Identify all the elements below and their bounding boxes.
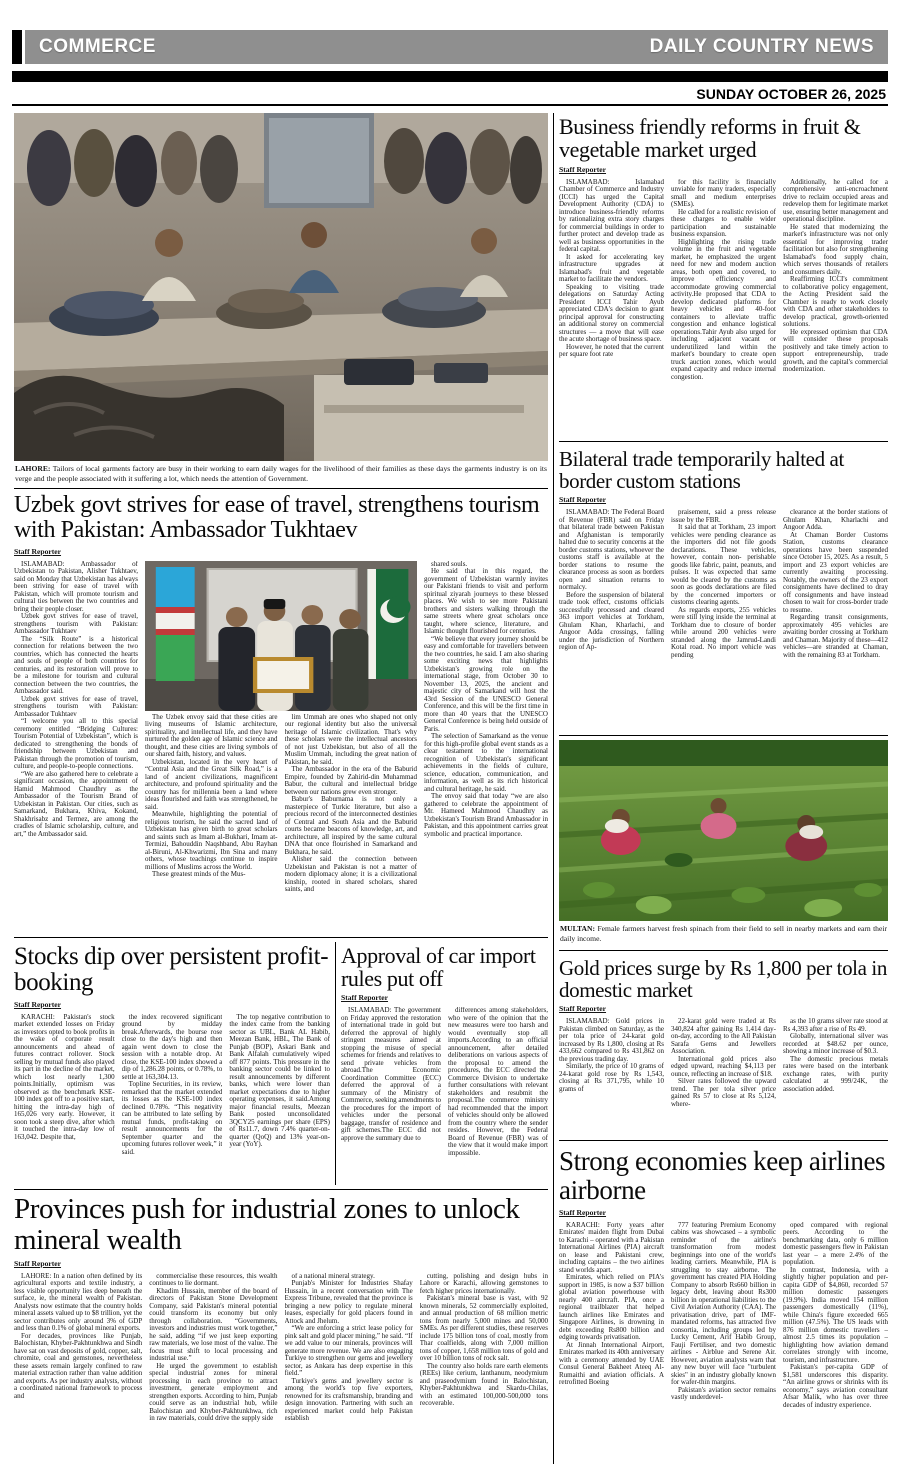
uzbek-column-2: The Uzbek envoy said that these cities are living museums of Islamic architecture, spirituality, and intellectual life, and they have nurtured the golden age of Islamic science and thought, and these cities are living symbols of our shared faith, history, and values. Uzbekistan, located in the very heart of “Central Asia and the Great Silk Road,” is a land of ancient civilizations, magnificent architecture, and profound spirituality and the country has for millennia been a land where ideas flourished and faith was strengthened, he said. Meanwhile, highlighting the potential of religious tourism, he said the sacred land of Uzbekistan has given birth to great scholars and saints such as Imam al-Bukhari, Imam at-Termizi, Bahouddin Naqshband, Abu Rayhan al-Biruni, Al-Khwarizmi, Ibn Sina and many others, whose teachings continue to inspire millions of Muslims across the World. These greatest minds of the Mus-: [145, 713, 278, 879]
gold-column-2: 22-karat gold were traded at Rs 340,824 after gaining Rs 1,414 day-on-day, according to the All Pakistan Sarafa Gems and Jewellers Association. International gold prices also edged upward, reaching $4,113 per ounce, reflecting an increase of $18. Silver rates followed the upward trend. The per tola silver price gained Rs 57 to close at Rs 5,124, where-: [671, 1018, 776, 1108]
bilateral-column-1: ISLAMABAD: The Federal Board of Revenue (FBR) said on Friday that bilateral trade between Pakistan and Afghanistan is temporarily halted due to security concerns at the border customs stations, whoever the customs staff is available at the border stations to resume the clearance process as soon as borders open and situation returns to normalcy. Before the suspension of bilateral trade took effect, customs officials successfully processed and cleared 363 import vehicles at Torkham, Ghulam Khan, Kharlachi, and Angoor Adda crossings, falling under the jurisdiction of Northern region of Ap-: [559, 509, 664, 652]
business-column-3: Additionally, he called for a comprehensive anti-encroachment drive to reclaim occupied areas and redevelop them for legitimate market use, ensuring better management and operational discipline. He stated that modernizing the market's infrastructure was not only essential for improving trader facilitation but also for strengthening Islamabad's food supply chain, which serves thousands of retailers and consumers daily. Reaffirming ICCI's commitment to collaborative policy engagement, the Acting President said the Chamber is ready to work closely with CDA and other stakeholders to develop practical, growth-oriented solutions. He expressed optimism that CDA will consider these proposals positively and take timely action to support entrepreneurship, trade growth, and the capital's commercial modernization.: [783, 178, 888, 374]
right-region: [559, 113, 888, 1464]
mineral-column-1: LAHORE: In a nation often defined by its agricultural exports and textile industry, a less visible opportunity lies deep beneath the surface, ie, the mineral wealth of Pakistan. Analysts now estimate that the country holds mineral assets valued up to $8 trillion, yet the sector contributes only around 3% of GDP and less than 0.1% of global mineral exports. For decades, provinces like Punjab, Balochistan, Khyber-Pakhtunkhwa and Sindh have sat on vast deposits of gold, copper, salt, chromite, coal and gemstones, nevertheless these assets remain largely confined to raw material extraction rather than value addition and exports. As per industry analysts, without a coordinated national framework to process and: [14, 1272, 143, 1400]
stocks-byline: Staff Reporter: [14, 999, 62, 1009]
section-rule: [559, 735, 888, 736]
article-gold-prices: [559, 955, 888, 1137]
business-headline: Business friendly reforms in fruit & vegetable market urged: [559, 114, 861, 163]
ceremony-photo: [145, 561, 417, 711]
airlines-column-2: 777 featuring Premium Economy cabins was showcased – a symbolic reminder of the airline's transformation from modest beginnings into one of the world's leading carriers. Meanwhile, PIA is struggling to stay airborne. The government has created PIA Holding Company to absorb Rs660 billion in legacy debt, leaving about Rs300 billion in operational liabilities to the Civil Aviation Authority (CAA). The privatisation drive, part of IMF-mandated reforms, has attracted five consortia, including groups led by Lucky Cement, Arif Habib Group, Fauji Fertiliser, and two domestic airlines - Airblue and Serene Air. However, aviation analysts warn that any new buyer will face "turbulent skies" in an industry globally known for wafer-thin margins. Pakistan's aviation sector remains vastly underdevel-: [671, 1221, 776, 1402]
masthead: [12, 30, 888, 106]
mineral-wealth-headline: Provinces push for industrial zones to unlock mineral wealth: [14, 1193, 520, 1256]
section-rule: [14, 937, 548, 938]
garment-photo-caption: [15, 464, 547, 484]
mineral-wealth-byline: Staff Reporter: [14, 1258, 62, 1268]
section-label: COMMERCE: [39, 36, 156, 57]
edition-date: SUNDAY OCTOBER 26, 2025: [696, 86, 886, 102]
stocks-column-1: KARACHI: Pakistan's stock market extended losses on Friday as investors opted to book profits in the wake of corporate result announcements and ahead of futures contract rollover. Stock selling by mutual funds also played its part in the decline of the market, which lost nearly 1,300 points.Initially, optimism was observed as the benchmark KSE-100 index got off to a positive start, hitting the intra-day high of 165,026 very early. However, it soon took a steep dive, after which it touched the intra-day low of 163,042. Despite that,: [14, 1013, 115, 1141]
article-bilateral-trade: [559, 446, 888, 732]
masthead-bar: [25, 30, 888, 64]
article-uzbek-tourism: [14, 493, 548, 933]
left-region: [14, 113, 548, 1464]
section-rule: [559, 950, 888, 951]
paper-title: DAILY COUNTRY NEWS: [649, 36, 874, 57]
business-column-1: ISLAMABAD: Islamabad Chamber of Commerce and Industry (ICCI) has urged the Capital Development Authority (CDA) to introduce business-friendly reforms by rationalizing extra story charges for commercial buildings in order to further protect and develop trade as well as business opportunities in the federal capital. It asked for accelerating key infrastructure upgrades at Islamabad's fruit and vegetable market to facilitate the vendors. Speaking to visiting trade delegations on Saturday Acting President ICCI Tahir Ayub appreciated CDA's decision to grant principal approval for constructing an additional storey on commercial structures — a move that will ease the acute shortage of business space. However, he noted that the current per square foot rate: [559, 178, 664, 359]
stocks-column-2: the index recovered significant ground by midday break.Afterwards, the bourse rose close to the day's high and then again went down to close the session with a notable drop. At close, the KSE-100 index showed a dip of 1,286.28 points, or 0.78%, to settle at 163,304.13. Topline Securities, in its review, remarked that the market extended its losses as the KSE-100 index declined 0.78%. “This negativity can be attributed to late selling by mutual funds, profit-taking on result announcements for the September quarter and the upcoming futures rollover week,” it said.: [121, 1013, 223, 1156]
bilateral-column-3: clearance at the border stations of Ghulam Khan, Kharlachi and Angoor Adda. At Chaman Border Customs Station, customs clearance operations have been suspended since October 15, 2025. As a result, 5 import and 23 export vehicles are currently awaiting processing. Notably, the owners of the 23 export consignments have declined to dray off consignments and have instead chosen to wait for cross-border trade to resume. Regarding transit consignments, approximately 495 vehicles are awaiting border crossing at Torkham and Chaman. Majority of these—412 vehicles—are stranded at Chaman, with the remaining 83 at Torkham.: [783, 509, 888, 659]
bilateral-headline: Bilateral trade temporarily halted at border custom stations: [559, 446, 844, 493]
masthead-black-bar: [12, 71, 888, 82]
masthead-rule: [12, 104, 888, 106]
garment-factory-photo: [14, 113, 548, 461]
gold-headline: Gold prices surge by Rs 1,800 per tola in domestic market: [559, 955, 887, 1003]
uzbek-column-3: lim Ummah are ones who shaped not only our regional identity but also the universal heritage of Islamic civilization. That's why these scholars were the intellectual ancestors of not just Uzbekistan, but also of all the Muslim Ummah, including the great nation of Pakistan, he said. The Ambassador in the era of the Baburid Empire, founded by Zahirid-din Muhammad Babur, the cultural and intellectual bridge between our nations grew even stronger. Babur's Baburnama is not only a masterpiece of Turkic literature, but also a precious record of the interconnected destinies of Central and South Asia and the Baburid courts became beacons of knowledge, art, and architecture, all inspired by the same cultural DNA that once flourished in Samarkand and Bukhara, he said. Alisher said the connection between Uzbekistan and Pakistan is not a matter of modern diplomacy alone; it is a civilizational kinship, rooted in shared scholars, shared saints, and: [284, 713, 417, 894]
car-import-column-1: ISLAMABAD: The government on Friday approved the restoration of international trade in gold but deferred the approval of highly stringent measures aimed at stopping the misuse of special schemes for friends and relatives to send private vehicles from abroad.The Economic Coordination Committee (ECC) deferred the approval of a summary of the Ministry of Commerce, seeking amendments to the procedures for the import of vehicles under the personal baggage, transfer of residence and gift schemes.The ECC did not approve the summary due to: [341, 1007, 441, 1142]
airlines-headline: Strong economies keep airlines airborne: [559, 1146, 886, 1205]
spinach-harvest-figure: [559, 740, 888, 946]
spinach-harvest-photo: [559, 740, 888, 921]
airlines-byline: Staff Reporter: [559, 1207, 607, 1217]
gold-column-1: ISLAMABAD: Gold prices in Pakistan climbed on Saturday, as the per tola price of 24-karat gold increased by Rs 1,800, closing at Rs 433,662 compared to Rs 431,862 on the previous trading day. Similarly, the price of 10 grams of 24-karat gold rose by Rs 1,543, closing at Rs 371,795, while 10 grams of: [559, 1018, 664, 1093]
airlines-column-3: oped compared with regional peers. According to the benchmarking data, only 6 million domestic passengers flew in Pakistan last year – a mere 2.4% of the population. In contrast, Indonesia, with a slightly higher population and per-capita GDP of $4,860, recorded 57 million domestic passengers (19.9%). India moved 154 million passengers domestically (11%), while China's figure exceeded 665 million (47.5%). The US leads with 876 million domestic travellers – almost 2.5 times its population – highlighting how aviation demand correlates strongly with income, tourism, and infrastructure. Pakistan's per-capita GDP of $1,581 underscores this disparity. “An airline grows or shrinks with its economy,” says aviation consultant Afsar Malik, who has over three decades of industry experience.: [783, 1221, 888, 1409]
gold-byline: Staff Reporter: [559, 1004, 607, 1014]
spinach-photo-caption: [560, 924, 887, 944]
car-import-column-2: differences among stakeholders, who were of the opinion that the new measures were too harsh and would eventually stop all imports.According to an official announcement, after detailed deliberations on various aspects of the proposal to amend the procedures, the ECC directed the Commerce Division to undertake further consultations with relevant stakeholders and resubmit the proposal.The commerce ministry had recommended that the import of vehicles should only be allowed from the country where the sender resides. However, the Federal Board of Revenue (FBR) was of the view that it would make import impossible.: [448, 1007, 548, 1157]
bilateral-column-2: praisement, said a press release issue by the FBR. It said that at Torkham, 23 import vehicles were pending clearance as the importers did not file goods declarations. These vehicles, however, contain non- perishable goods like fabric, paint, peanuts, and pulses. It was expected that same would be cleared by the customs as soon as goods declarations are filed by the concerned importers or customs clearing agents. As regards exports, 255 vehicles were still lying inside the terminal at Torkham due to closure of border while around 200 vehicles were stranded along the Jamrud-Landi Kotal road. No import vehicle was pending: [671, 509, 776, 659]
mineral-column-4: cutting, polishing and design hubs in Lahore or Karachi, allowing gemstones to fetch higher prices internationally. Pakistan's mineral base is vast, with 92 known minerals, 52 commercially exploited, and annual production of 68 million metric tons from nearly 5,000 mines and 50,000 SMEs. As per different studies, these reserves include 175 billion tons of coal, mostly from Thar coalfields, along with 7,000 million tons of copper, 1,658 million tons of gold and over 10 billion tons of rock salt. The country also holds rare earth elements (REEs) like cerium, lanthanum, neodymium and praseodymium found in Balochistan, Khyber-Pakhtunkhwa and Skardu-Chilas, with an estimated 100,000-500,000 tons recoverable.: [419, 1272, 548, 1408]
business-byline: Staff Reporter: [559, 164, 607, 174]
bottom-row: [14, 942, 548, 1186]
stocks-column-3: The top negative contribution to the index came from the banking sector as UBL, Bank AL Habib, Meezan Bank, HBL, The Bank of Punjab (BOP), Askari Bank and Bank Alfalah cumulatively wiped off 877 points. This pressure in the banking sector could be linked to result announcements by different banks, which were lower than market expectations due to higher operating expenses, it said.Among major financial results, Meezan Bank posted unconsolidated 3QCY25 earnings per share (EPS) of Rs11.7, down 7.4% quarter-on-quarter (QoQ) and 13% year-on-year (YoY).: [229, 1013, 330, 1149]
main-column-divider: [553, 113, 554, 1464]
section-rule: [14, 488, 548, 489]
business-column-2: for this facility is financially unviable for many traders, especially small and medium enterprises (SMEs). He called for a realistic revision of these charges to enable wider participation and sustainable business expansion. Highlighting the rising trade volume in the fruit and vegetable market, he emphasized the urgent need for new and modern auction areas, both open and covered, to improve efficiency and accommodate growing commercial activity.He proposed that CDA to develop dedicated platforms for heavy vehicles and 40-foot containers to alleviate traffic congestion and enhance logistical operations.Tahir Ayub also urged for including adjacent vacant or underutilized land within the market's boundary to create open truck auction zones, which would expand capacity and reduce internal congestion.: [671, 178, 776, 381]
page-content: [14, 113, 888, 1464]
article-mineral-wealth: [14, 1194, 548, 1458]
garment-factory-figure: [14, 113, 548, 484]
article-airlines: [559, 1145, 888, 1463]
mineral-column-2: commercialise these resources, this wealth continues to lie dormant. Khadim Hussain, member of the board of directors of Pakistan Stone Development Company, said Pakistan's mineral potential could transform its economy but only through collaboration. “Governments, investors and industries must work together,” he said, adding “if we just keep exporting raw materials, we lose most of the value. The focus must shift to local processing and industrial use.” He urged the government to establish special industrial zones for mineral processing in each province to attract investment, generate employment and strengthen exports. According to him, Punjab could serve as an industrial hub, while Balochistan and Khyber-Pakhtunkhwa, rich in raw materials, could drive the supply side: [149, 1272, 278, 1423]
gold-column-3: as the 10 grams silver rate stood at Rs 4,393 after a rise of Rs 49. Globally, international silver was recorded at $48.62 per ounce, showing a minor increase of $0.3. The domestic precious metals rates were based on the interbank exchange rates, with purity calculated at 999/24K, the association added.: [783, 1018, 888, 1093]
article-car-import: [341, 942, 548, 1186]
caption-text: Tailors of local garments factory are busy in their working to earn daily wages for the livelihood of their families as these days the garments industry is on its verge and the people associated with it suffering a lot, which needs the attention of Government.: [15, 464, 547, 483]
article-stocks: [14, 942, 330, 1186]
car-import-headline: Approval of car import rules put off: [341, 942, 536, 991]
car-import-byline: Staff Reporter: [341, 993, 389, 1003]
article-business-reforms: [559, 113, 888, 437]
caption-text: Female farmers harvest fresh spinach from their field to sell in nearby markets and earn their daily income.: [560, 924, 887, 943]
caption-location: MULTAN:: [560, 924, 596, 934]
uzbek-column-1: ISLAMABAD: Ambassador of Uzbekistan to Pakistan, Alisher Tukhtaev, said on Monday that Uzbekistan has always been striving for ease of travel with Pakistan, which will promote tourism and cultural ties between the two countries and bring their people closer. Uzbek govt strives for ease of travel, strengthens tourism with Pakistan: Ambassador Tukhtaev The “Silk Route” is a historical connection for relations between the two countries, which has connected the hearts and souls of people of both countries for centuries, and its restoration will prove to be a milestone for tourism and cultural connection between the two countries, the Ambassador said. Uzbek govt strives for ease of travel, strengthens tourism with Pakistan: Ambassador Tukhtaev “I welcome you all to this special ceremony entitled “Bridging Cultures: Tourism Potential of Uzbekistan”, which is dedicated to strengthening the bonds of friendship between Uzbekistan and Pakistan through the promotion of tourism, culture, and people-to-people connections. “We are also gathered here to celebrate a significant occasion, the appointment of Hamid Mahmood Chaudhry as the Ambassador of the Tourism Brand of Uzbekistan in Pakistan. Our cities, such as Samarkand, Bukhara, Khiva, Kokand, Shakhrisabz and Termez, are among the cradles of Islamic scholarship, culture, and art,” the Ambassador said.: [14, 560, 138, 838]
stocks-headline: Stocks dip over persistent profit-booking: [14, 942, 329, 997]
uzbek-headline: Uzbek govt strives for ease of travel, strengthens tourism with Pakistan: Ambassador Tukhtaev: [14, 491, 540, 544]
airlines-column-1: KARACHI: Forty years after Emirates' maiden flight from Dubai to Karachi – operated with a Pakistan International Airlines (PIA) aircraft on lease and Pakistani crew, including captains – the two airlines stand worlds apart. Emirates, which relied on PIA's support in 1985, is now a $37 billion global aviation powerhouse with nearly 400 aircraft. PIA, once a regional trailblazer that helped launch airlines like Emirates and Singapore Airlines, is drowning in debt exceeding Rs800 billion and edging towards privatisation. At Jinnah International Airport, Emirates marked its 40th anniversary with a ceremony attended by UAE Consul General Bakheet Ateeq Al-Rumaithi and aviation officials. A retrofitted Boeing: [559, 1221, 664, 1387]
section-rule: [14, 1189, 548, 1190]
column-divider: [335, 942, 336, 1186]
mineral-column-3: of a national mineral strategy. Punjab's Minister for Industries Shafay Hussain, in a recent conversation with The Express Tribune, revealed that the province is bringing a new policy to regulate mineral leases, especially for gold placers found in Attock and Jhelum. “We are enforcing a strict lease policy for pink salt and gold placer mining,” he said. “If we add value to our minerals, provinces will generate more revenue. We are also engaging Turkiye to strengthen our gems and jewellery sector, as Ankara has deep expertise in this field.” Turkiye's gems and jewellery sector is among the world's top five exporters, renowned for its craftsmanship, branding and design innovation. Partnering with such an experienced market could help Pakistan establish: [284, 1272, 413, 1423]
masthead-corner-block: [12, 30, 22, 64]
section-rule: [559, 1140, 888, 1141]
section-rule: [559, 441, 888, 442]
uzbek-byline: Staff Reporter: [14, 546, 62, 556]
bilateral-byline: Staff Reporter: [559, 495, 607, 505]
uzbek-column-4: shared souls. He said that in this regard, the government of Uzbekistan warmly invites our Pakistani friends to visit and perform spiritual ziyarah journeys to these blessed places. We wish to see more Pakistani brothers and sisters walking through the same streets where great scholars once taught, where science, literature, and Islamic thought flourished for centuries. “We believe that every journey should be easy and comfortable for travellers between the two countries, he said. I am also sharing some exciting news that highlights Uzbekistan's growing role on the international stage, from October 30 to November 13, 2025, the ancient and majestic city of Samarkand will host the 43rd Session of the UNESCO General Conference, and this will be the first time in more than 40 years that the UNESCO General Conference is being held outside of Paris. The selection of Samarkand as the venue for this high-profile global event stands as a clear testament to the international recognition of Uzbekistan's significant achievements in the fields of culture, science, education, communication, and information, as well as its rich historical and cultural heritage, he said. The envoy said that today “we are also gathered to celebrate the appointment of Mr. Hameed Mahmood Chaudhry as Uzbekistan's Tourism Brand Ambassador in Pakistan, and this appointment carries great symbolic and practical importance.: [424, 560, 548, 838]
caption-location: LAHORE:: [15, 464, 51, 473]
